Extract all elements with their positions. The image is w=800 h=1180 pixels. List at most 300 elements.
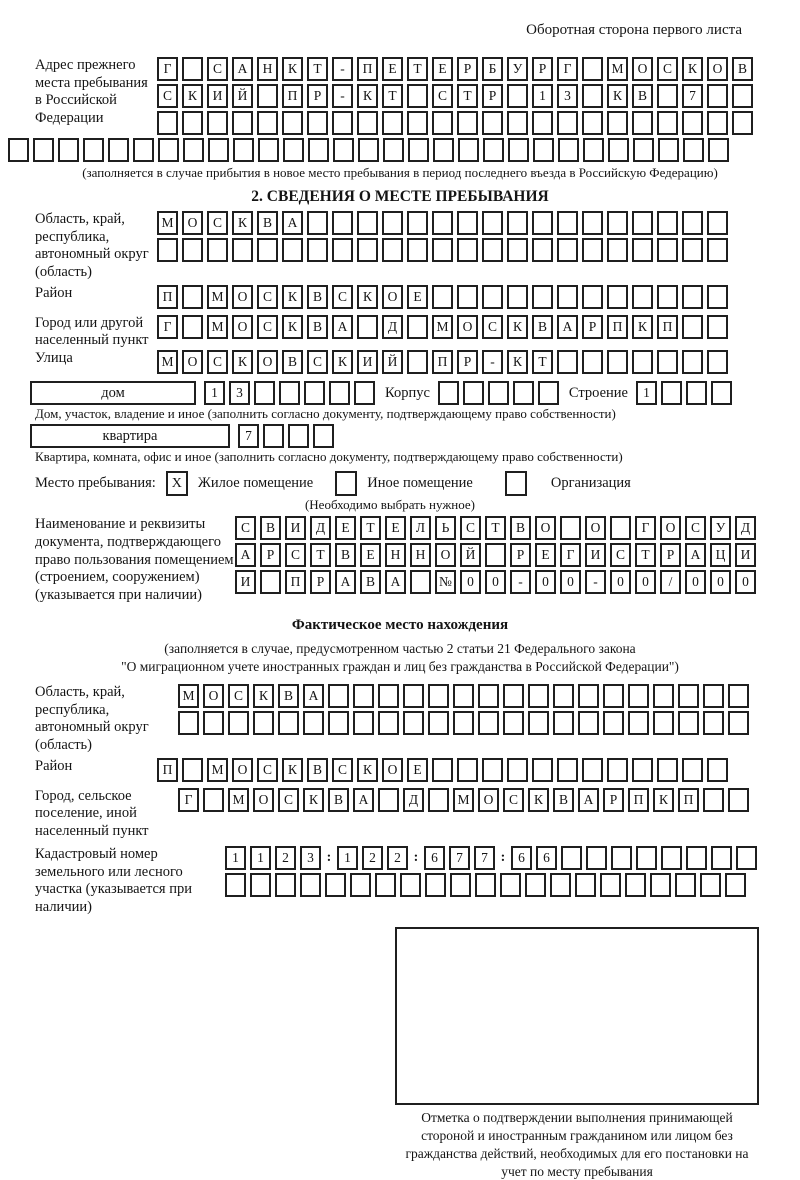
char-box[interactable] [303,711,324,735]
char-box[interactable]: Р [603,788,624,812]
char-box[interactable]: Т [382,84,403,108]
dom-field[interactable]: дом [30,381,196,405]
char-box[interactable]: Г [557,57,578,81]
char-box[interactable]: 3 [557,84,578,108]
char-box[interactable] [675,873,696,897]
char-box[interactable] [603,711,624,735]
char-box[interactable] [232,111,253,135]
char-box[interactable] [182,238,203,262]
char-box[interactable] [558,138,579,162]
char-box[interactable]: - [510,570,531,594]
char-box[interactable]: К [253,684,274,708]
char-box[interactable]: О [182,211,203,235]
char-box[interactable] [279,381,300,405]
char-box[interactable]: Н [410,543,431,567]
char-box[interactable] [382,211,403,235]
char-box[interactable] [333,138,354,162]
char-box[interactable]: И [357,350,378,374]
char-box[interactable] [357,238,378,262]
char-box[interactable]: В [278,684,299,708]
char-box[interactable]: А [332,315,353,339]
char-box[interactable]: О [232,315,253,339]
char-box[interactable] [507,758,528,782]
char-box[interactable]: В [260,516,281,540]
char-box[interactable] [736,846,757,870]
char-box[interactable] [383,138,404,162]
char-box[interactable] [678,711,699,735]
char-box[interactable] [157,111,178,135]
char-box[interactable]: 1 [532,84,553,108]
char-box[interactable] [732,84,753,108]
char-box[interactable]: М [607,57,628,81]
char-box[interactable]: С [460,516,481,540]
char-box[interactable]: А [335,570,356,594]
char-box[interactable] [328,684,349,708]
char-box[interactable]: Б [482,57,503,81]
char-box[interactable] [482,111,503,135]
char-box[interactable] [582,211,603,235]
char-box[interactable] [182,758,203,782]
char-box[interactable] [357,315,378,339]
char-box[interactable]: И [585,543,606,567]
char-box[interactable]: Е [432,57,453,81]
char-box[interactable] [632,111,653,135]
char-box[interactable]: 0 [535,570,556,594]
char-box[interactable]: С [332,758,353,782]
char-box[interactable]: К [507,350,528,374]
char-box[interactable] [708,138,729,162]
char-box[interactable]: О [203,684,224,708]
char-box[interactable]: В [282,350,303,374]
char-box[interactable] [636,846,657,870]
char-box[interactable]: М [207,285,228,309]
char-box[interactable] [225,873,246,897]
char-box[interactable] [425,873,446,897]
char-box[interactable] [583,138,604,162]
char-box[interactable]: С [207,350,228,374]
char-box[interactable]: М [207,758,228,782]
char-box[interactable] [203,788,224,812]
char-box[interactable] [332,211,353,235]
char-box[interactable] [500,873,521,897]
char-box[interactable]: Е [385,516,406,540]
char-box[interactable]: С [257,315,278,339]
char-box[interactable]: О [232,285,253,309]
char-box[interactable]: К [507,315,528,339]
char-box[interactable]: А [232,57,253,81]
char-box[interactable] [278,711,299,735]
char-box[interactable] [428,684,449,708]
char-box[interactable] [633,138,654,162]
char-box[interactable] [203,711,224,735]
char-box[interactable] [632,350,653,374]
char-box[interactable] [182,111,203,135]
char-box[interactable] [250,873,271,897]
char-box[interactable] [353,684,374,708]
char-box[interactable]: С [235,516,256,540]
char-box[interactable] [538,381,559,405]
char-box[interactable] [257,84,278,108]
char-box[interactable]: С [207,57,228,81]
char-box[interactable] [532,758,553,782]
char-box[interactable]: И [207,84,228,108]
char-box[interactable] [507,84,528,108]
char-box[interactable] [703,684,724,708]
char-box[interactable] [478,711,499,735]
char-box[interactable] [532,285,553,309]
char-box[interactable] [257,238,278,262]
checkbox-zhiloe[interactable]: X [166,471,188,496]
char-box[interactable] [407,350,428,374]
char-box[interactable] [482,758,503,782]
char-box[interactable]: - [585,570,606,594]
char-box[interactable]: К [282,285,303,309]
char-box[interactable] [578,684,599,708]
char-box[interactable] [475,873,496,897]
char-box[interactable] [482,285,503,309]
char-box[interactable] [328,711,349,735]
char-box[interactable]: 2 [362,846,383,870]
char-box[interactable] [582,758,603,782]
char-box[interactable] [682,758,703,782]
char-box[interactable] [557,285,578,309]
char-box[interactable] [457,285,478,309]
char-box[interactable]: Е [407,285,428,309]
char-box[interactable]: С [157,84,178,108]
char-box[interactable] [682,350,703,374]
char-box[interactable]: О [478,788,499,812]
char-box[interactable] [432,758,453,782]
char-box[interactable]: Р [532,57,553,81]
char-box[interactable] [260,570,281,594]
char-box[interactable]: Й [382,350,403,374]
char-box[interactable] [407,111,428,135]
char-box[interactable] [258,138,279,162]
char-box[interactable] [58,138,79,162]
char-box[interactable]: 0 [560,570,581,594]
char-box[interactable] [458,138,479,162]
char-box[interactable]: 7 [474,846,495,870]
char-box[interactable] [678,684,699,708]
char-box[interactable] [653,711,674,735]
char-box[interactable] [257,111,278,135]
char-box[interactable]: У [507,57,528,81]
char-box[interactable] [432,238,453,262]
char-box[interactable]: К [282,315,303,339]
char-box[interactable]: М [207,315,228,339]
char-box[interactable]: П [678,788,699,812]
char-box[interactable] [707,758,728,782]
char-box[interactable]: П [157,758,178,782]
char-box[interactable]: 3 [229,381,250,405]
char-box[interactable] [332,238,353,262]
char-box[interactable]: Л [410,516,431,540]
char-box[interactable] [453,684,474,708]
char-box[interactable] [350,873,371,897]
char-box[interactable]: 1 [204,381,225,405]
char-box[interactable]: - [482,350,503,374]
char-box[interactable] [732,111,753,135]
char-box[interactable] [682,315,703,339]
char-box[interactable] [628,684,649,708]
char-box[interactable] [628,711,649,735]
char-box[interactable] [182,57,203,81]
char-box[interactable]: А [385,570,406,594]
char-box[interactable]: В [532,315,553,339]
char-box[interactable] [582,238,603,262]
char-box[interactable]: 0 [610,570,631,594]
char-box[interactable] [582,84,603,108]
char-box[interactable]: 3 [300,846,321,870]
char-box[interactable] [686,381,707,405]
checkbox-organizatsiya[interactable] [505,471,527,496]
char-box[interactable]: А [282,211,303,235]
char-box[interactable] [557,238,578,262]
char-box[interactable] [208,138,229,162]
char-box[interactable] [432,111,453,135]
char-box[interactable] [482,238,503,262]
char-box[interactable] [707,111,728,135]
char-box[interactable] [375,873,396,897]
char-box[interactable]: А [353,788,374,812]
char-box[interactable] [700,873,721,897]
char-box[interactable] [607,211,628,235]
char-box[interactable] [553,711,574,735]
char-box[interactable] [582,57,603,81]
char-box[interactable] [682,211,703,235]
char-box[interactable] [508,138,529,162]
char-box[interactable] [457,238,478,262]
char-box[interactable] [428,711,449,735]
char-box[interactable] [378,684,399,708]
char-box[interactable]: С [228,684,249,708]
char-box[interactable]: И [285,516,306,540]
char-box[interactable]: А [557,315,578,339]
char-box[interactable] [632,238,653,262]
char-box[interactable] [657,84,678,108]
char-box[interactable]: № [435,570,456,594]
char-box[interactable] [607,350,628,374]
char-box[interactable]: В [360,570,381,594]
char-box[interactable]: К [282,57,303,81]
char-box[interactable]: С [685,516,706,540]
char-box[interactable]: - [332,57,353,81]
char-box[interactable]: П [285,570,306,594]
char-box[interactable]: В [632,84,653,108]
char-box[interactable]: О [435,543,456,567]
char-box[interactable]: К [607,84,628,108]
char-box[interactable] [407,238,428,262]
char-box[interactable] [33,138,54,162]
char-box[interactable]: С [257,758,278,782]
char-box[interactable] [408,138,429,162]
char-box[interactable]: Г [157,57,178,81]
char-box[interactable]: П [282,84,303,108]
char-box[interactable] [400,873,421,897]
char-box[interactable]: С [482,315,503,339]
char-box[interactable] [607,758,628,782]
char-box[interactable] [561,846,582,870]
char-box[interactable] [158,138,179,162]
char-box[interactable] [282,238,303,262]
char-box[interactable]: В [307,315,328,339]
char-box[interactable]: К [357,758,378,782]
char-box[interactable] [482,211,503,235]
char-box[interactable]: Г [635,516,656,540]
char-box[interactable] [607,238,628,262]
char-box[interactable] [457,211,478,235]
char-box[interactable] [307,111,328,135]
char-box[interactable]: 2 [387,846,408,870]
char-box[interactable] [711,846,732,870]
char-box[interactable]: К [357,84,378,108]
char-box[interactable]: 7 [449,846,470,870]
char-box[interactable]: Т [485,516,506,540]
char-box[interactable]: Р [510,543,531,567]
char-box[interactable] [707,84,728,108]
char-box[interactable]: Е [407,758,428,782]
char-box[interactable]: А [578,788,599,812]
char-box[interactable] [532,238,553,262]
char-box[interactable] [263,424,284,448]
char-box[interactable]: О [253,788,274,812]
char-box[interactable]: К [528,788,549,812]
char-box[interactable]: С [207,211,228,235]
char-box[interactable] [607,111,628,135]
char-box[interactable]: Й [232,84,253,108]
char-box[interactable]: Д [382,315,403,339]
char-box[interactable] [378,711,399,735]
char-box[interactable] [657,211,678,235]
char-box[interactable]: О [535,516,556,540]
char-box[interactable]: 6 [424,846,445,870]
char-box[interactable]: 0 [635,570,656,594]
char-box[interactable]: Т [532,350,553,374]
char-box[interactable]: С [278,788,299,812]
char-box[interactable] [382,111,403,135]
char-box[interactable] [407,211,428,235]
char-box[interactable] [382,238,403,262]
char-box[interactable]: К [332,350,353,374]
char-box[interactable] [457,758,478,782]
char-box[interactable] [707,211,728,235]
char-box[interactable] [728,684,749,708]
char-box[interactable] [313,424,334,448]
char-box[interactable]: 1 [337,846,358,870]
char-box[interactable] [178,711,199,735]
char-box[interactable]: В [257,211,278,235]
char-box[interactable]: К [632,315,653,339]
char-box[interactable]: К [232,211,253,235]
char-box[interactable]: / [660,570,681,594]
char-box[interactable]: Д [310,516,331,540]
char-box[interactable] [358,138,379,162]
char-box[interactable]: Т [457,84,478,108]
char-box[interactable]: Е [382,57,403,81]
char-box[interactable]: У [710,516,731,540]
char-box[interactable] [632,758,653,782]
char-box[interactable]: О [232,758,253,782]
char-box[interactable] [533,138,554,162]
char-box[interactable] [610,516,631,540]
char-box[interactable] [207,238,228,262]
char-box[interactable]: С [657,57,678,81]
char-box[interactable] [288,424,309,448]
char-box[interactable] [503,684,524,708]
char-box[interactable]: В [328,788,349,812]
char-box[interactable] [653,684,674,708]
char-box[interactable]: О [585,516,606,540]
char-box[interactable] [682,238,703,262]
char-box[interactable]: Г [157,315,178,339]
char-box[interactable] [8,138,29,162]
char-box[interactable]: И [735,543,756,567]
char-box[interactable] [478,684,499,708]
char-box[interactable] [603,684,624,708]
char-box[interactable]: К [682,57,703,81]
char-box[interactable] [275,873,296,897]
char-box[interactable] [661,381,682,405]
char-box[interactable] [438,381,459,405]
char-box[interactable] [550,873,571,897]
char-box[interactable] [611,846,632,870]
char-box[interactable]: П [607,315,628,339]
char-box[interactable] [625,873,646,897]
char-box[interactable]: М [453,788,474,812]
char-box[interactable] [282,111,303,135]
char-box[interactable] [325,873,346,897]
char-box[interactable]: П [628,788,649,812]
char-box[interactable]: Г [178,788,199,812]
char-box[interactable] [528,684,549,708]
char-box[interactable]: О [707,57,728,81]
char-box[interactable]: В [335,543,356,567]
char-box[interactable] [182,315,203,339]
char-box[interactable]: В [307,285,328,309]
char-box[interactable] [503,711,524,735]
char-box[interactable]: К [653,788,674,812]
char-box[interactable] [683,138,704,162]
char-box[interactable] [707,350,728,374]
char-box[interactable]: 6 [511,846,532,870]
char-box[interactable]: Н [257,57,278,81]
char-box[interactable] [183,138,204,162]
char-box[interactable]: О [382,285,403,309]
char-box[interactable] [507,111,528,135]
char-box[interactable] [357,111,378,135]
char-box[interactable]: К [232,350,253,374]
char-box[interactable]: С [432,84,453,108]
char-box[interactable] [485,543,506,567]
char-box[interactable] [586,846,607,870]
char-box[interactable] [307,211,328,235]
char-box[interactable]: П [657,315,678,339]
char-box[interactable]: 2 [275,846,296,870]
char-box[interactable] [232,238,253,262]
char-box[interactable] [432,285,453,309]
char-box[interactable] [483,138,504,162]
char-box[interactable] [182,285,203,309]
char-box[interactable]: Р [482,84,503,108]
char-box[interactable] [207,111,228,135]
char-box[interactable]: М [157,350,178,374]
char-box[interactable] [632,285,653,309]
char-box[interactable]: С [307,350,328,374]
char-box[interactable] [657,111,678,135]
char-box[interactable] [582,111,603,135]
char-box[interactable]: Н [385,543,406,567]
char-box[interactable]: 0 [735,570,756,594]
